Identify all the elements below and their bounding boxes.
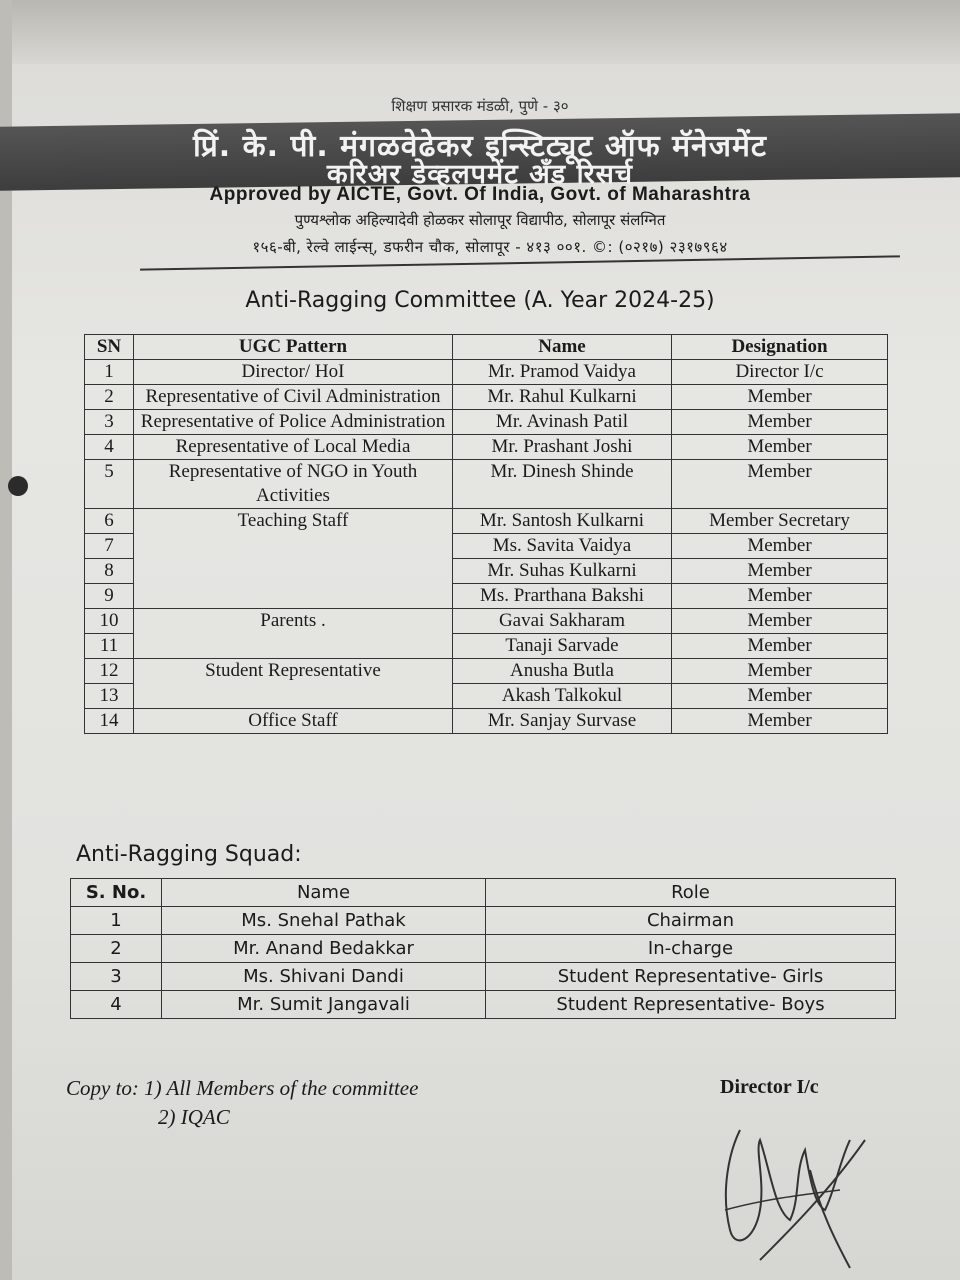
column-header-role: Role <box>486 879 896 907</box>
table-row <box>85 360 888 385</box>
designation-cell: Member <box>672 659 888 684</box>
sn-cell: 7 <box>85 534 134 559</box>
name-cell: Gavai Sakharam <box>453 609 672 634</box>
institute-name-line1: प्रिं. के. पी. मंगळवेढेकर इन्स्टिट्यूट ऑफ मॅनेजमेंट <box>192 129 768 164</box>
designation-cell: Member <box>672 385 888 410</box>
designation-cell: Director I/c <box>672 360 888 385</box>
committee-table <box>84 334 888 734</box>
sn-cell: 14 <box>85 709 134 734</box>
sn-cell: 10 <box>85 609 134 634</box>
name-cell: Mr. Sumit Jangavali <box>162 991 486 1019</box>
table-header-row <box>85 335 888 360</box>
column-header-name: Name <box>162 879 486 907</box>
designation-cell: Member <box>672 709 888 734</box>
signatory-title: Director I/c <box>720 1076 819 1098</box>
institute-banner <box>0 120 960 190</box>
pattern-cell: Representative of Civil Administration <box>134 385 453 410</box>
name-cell: Mr. Rahul Kulkarni <box>453 385 672 410</box>
society-name: शिक्षण प्रसारक मंडळी, पुणे - ३० <box>391 97 569 115</box>
pattern-cell: Parents . <box>134 609 453 659</box>
institute-name-line2: करिअर डेव्हलपमेंट अँड रिसर्च <box>326 159 634 190</box>
table-row <box>85 385 888 410</box>
name-cell: Mr. Pramod Vaidya <box>453 360 672 385</box>
sn-cell: 6 <box>85 509 134 534</box>
header-divider <box>140 255 900 270</box>
role-cell: Chairman <box>486 907 896 935</box>
approval-line: Approved by AICTE, Govt. Of India, Govt. of Maharashtra <box>209 184 751 205</box>
table-row <box>71 991 896 1019</box>
role-cell: In-charge <box>486 935 896 963</box>
column-header-pattern: UGC Pattern <box>134 335 453 360</box>
designation-cell: Member <box>672 584 888 609</box>
sn-cell: 1 <box>85 360 134 385</box>
sn-cell: 12 <box>85 659 134 684</box>
designation-cell: Member <box>672 559 888 584</box>
role-cell: Student Representative- Girls <box>486 963 896 991</box>
designation-cell: Member Secretary <box>672 509 888 534</box>
copy-to-line-2: 2) IQAC <box>158 1105 230 1129</box>
pattern-cell: Director/ HoI <box>134 360 453 385</box>
designation-cell: Member <box>672 609 888 634</box>
role-cell: Student Representative- Boys <box>486 991 896 1019</box>
sno-cell: 4 <box>71 991 162 1019</box>
pattern-cell: Representative of NGO in Youth Activities <box>134 460 453 509</box>
name-cell: Mr. Prashant Joshi <box>453 435 672 460</box>
squad-table <box>70 878 896 1019</box>
address-line: १५६-बी, रेल्वे लाईन्स्, डफरीन चौक, सोलापूर - ४१३ ००१. ©: (०२१७) २३१७९६४ <box>252 238 728 256</box>
designation-cell: Member <box>672 634 888 659</box>
sno-cell: 1 <box>71 907 162 935</box>
table-header-row <box>71 879 896 907</box>
committee-title: Anti-Ragging Committee (A. Year 2024-25) <box>245 288 715 313</box>
sno-cell: 2 <box>71 935 162 963</box>
sn-cell: 9 <box>85 584 134 609</box>
sn-cell: 11 <box>85 634 134 659</box>
column-header-sno: S. No. <box>71 879 162 907</box>
name-cell: Akash Talkokul <box>453 684 672 709</box>
sn-cell: 13 <box>85 684 134 709</box>
designation-cell: Member <box>672 460 888 509</box>
name-cell: Ms. Snehal Pathak <box>162 907 486 935</box>
name-cell: Mr. Avinash Patil <box>453 410 672 435</box>
squad-title: Anti-Ragging Squad: <box>76 842 302 867</box>
name-cell: Mr. Anand Bedakkar <box>162 935 486 963</box>
name-cell: Ms. Shivani Dandi <box>162 963 486 991</box>
name-cell: Ms. Prarthana Bakshi <box>453 584 672 609</box>
table-row <box>85 659 888 684</box>
signature <box>700 1110 880 1270</box>
name-cell: Mr. Santosh Kulkarni <box>453 509 672 534</box>
sn-cell: 5 <box>85 460 134 509</box>
designation-cell: Member <box>672 684 888 709</box>
sn-cell: 2 <box>85 385 134 410</box>
sn-cell: 3 <box>85 410 134 435</box>
name-cell: Mr. Sanjay Survase <box>453 709 672 734</box>
table-row <box>71 963 896 991</box>
table-row <box>85 709 888 734</box>
pattern-cell: Student Representative <box>134 659 453 709</box>
name-cell: Mr. Dinesh Shinde <box>453 460 672 509</box>
table-row <box>85 460 888 509</box>
sn-cell: 4 <box>85 435 134 460</box>
pattern-cell: Representative of Local Media <box>134 435 453 460</box>
affiliation-line: पुण्यश्लोक अहिल्यादेवी होळकर सोलापूर विद्यापीठ, सोलापूर संलग्नित <box>294 211 666 229</box>
sn-cell: 8 <box>85 559 134 584</box>
name-cell: Anusha Butla <box>453 659 672 684</box>
column-header-sn: SN <box>85 335 134 360</box>
column-header-designation: Designation <box>672 335 888 360</box>
table-row <box>71 907 896 935</box>
sno-cell: 3 <box>71 963 162 991</box>
table-row <box>85 509 888 534</box>
name-cell: Tanaji Sarvade <box>453 634 672 659</box>
name-cell: Mr. Suhas Kulkarni <box>453 559 672 584</box>
designation-cell: Member <box>672 534 888 559</box>
table-row <box>71 935 896 963</box>
name-cell: Ms. Savita Vaidya <box>453 534 672 559</box>
pattern-cell: Representative of Police Administration <box>134 410 453 435</box>
designation-cell: Member <box>672 435 888 460</box>
table-row <box>85 410 888 435</box>
table-row <box>85 435 888 460</box>
copy-to-block <box>66 1074 418 1132</box>
pattern-cell: Teaching Staff <box>134 509 453 609</box>
pattern-cell: Office Staff <box>134 709 453 734</box>
designation-cell: Member <box>672 410 888 435</box>
copy-to-line-1: Copy to: 1) All Members of the committee <box>66 1076 419 1100</box>
table-row <box>85 609 888 634</box>
column-header-name: Name <box>453 335 672 360</box>
